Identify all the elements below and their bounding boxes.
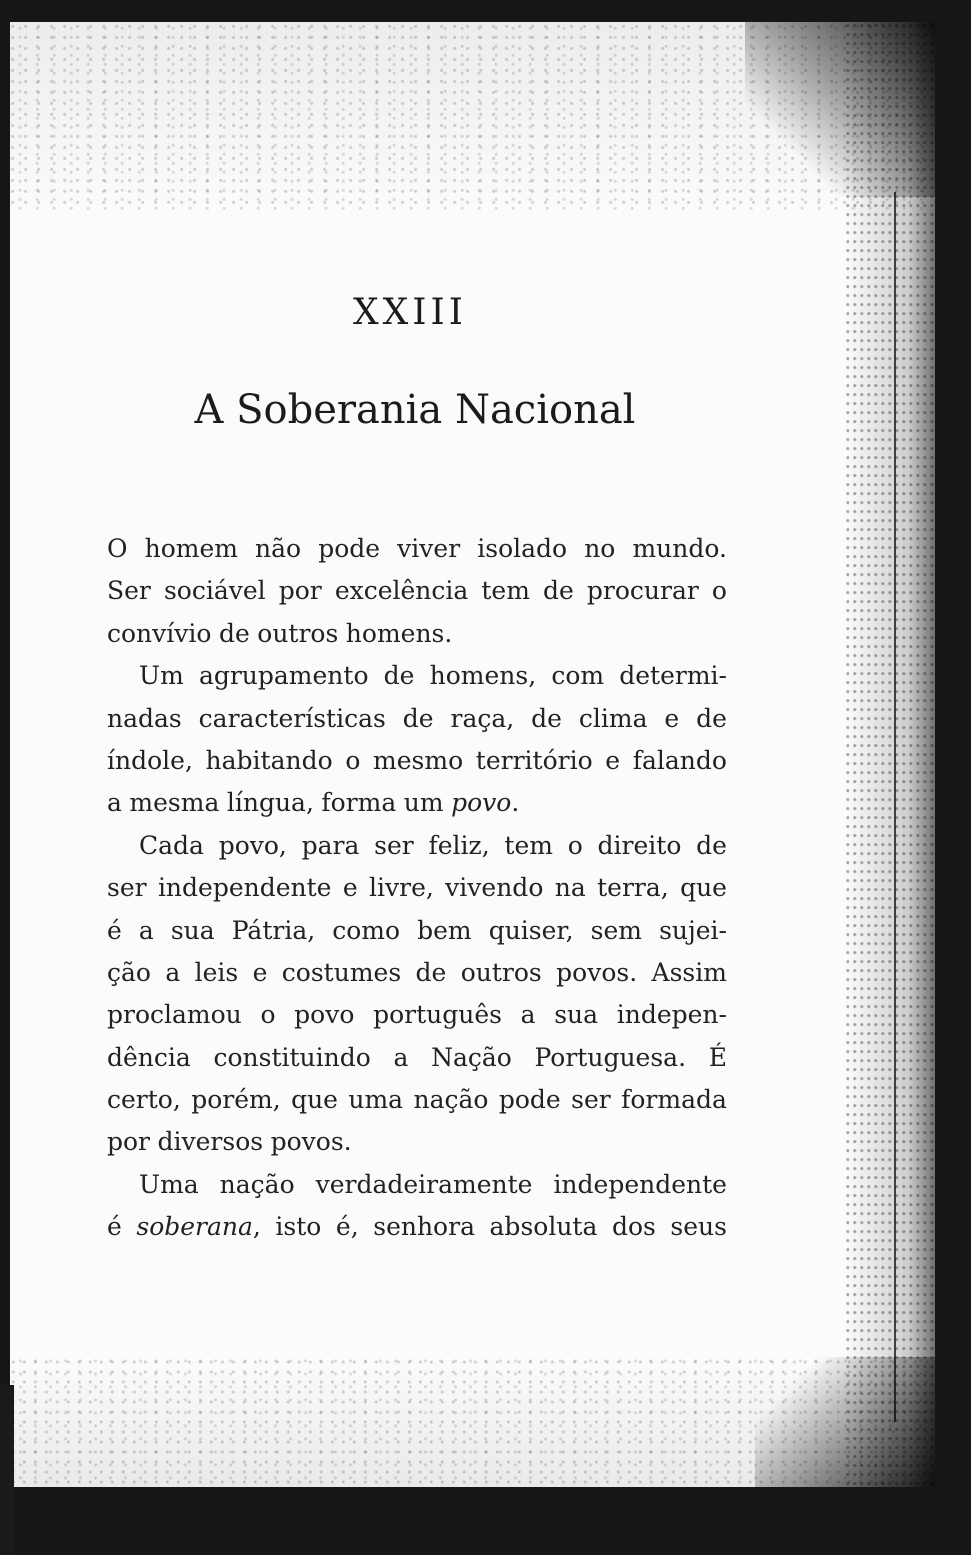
word: como (332, 915, 401, 945)
word-group (712, 570, 727, 612)
word-group (206, 740, 333, 782)
word: por (107, 1127, 151, 1157)
word: a (138, 915, 154, 945)
word-group (696, 698, 727, 740)
word-group (659, 910, 727, 952)
text-line (107, 910, 727, 952)
word: porém, (191, 1085, 281, 1115)
word: . (511, 788, 520, 818)
word: Uma (139, 1169, 199, 1199)
word-group (107, 952, 151, 994)
word-group (107, 994, 242, 1036)
word-group (332, 910, 400, 952)
word: índole, (107, 745, 193, 775)
word: pode (318, 534, 381, 563)
word-group (612, 1206, 656, 1248)
word-group (373, 994, 502, 1036)
word-group (619, 655, 727, 697)
word-group (107, 1206, 122, 1248)
book-page (10, 22, 935, 1487)
word: leis (194, 957, 239, 987)
word: Portuguesa. (534, 1042, 687, 1072)
word: no (584, 534, 616, 563)
word-group (107, 613, 211, 655)
word: soberana (136, 1212, 253, 1242)
word: povo (451, 788, 512, 818)
word-group (477, 528, 567, 570)
scan-shadow-bottom-right (755, 1357, 935, 1487)
word-group (227, 782, 314, 824)
word-group (393, 1037, 408, 1079)
word-group (282, 952, 401, 994)
word-group (499, 1079, 561, 1121)
word-group (346, 613, 453, 655)
word-group (621, 1079, 727, 1121)
word: é, (335, 1212, 359, 1242)
word: nadas (107, 703, 182, 733)
word: o (711, 576, 727, 606)
word: o (567, 830, 583, 860)
word-group (591, 910, 642, 952)
word-group (504, 825, 553, 867)
word-group (521, 994, 536, 1036)
word-group (199, 655, 369, 697)
word: e (664, 703, 680, 733)
word-group (107, 782, 122, 824)
word-group (220, 1164, 295, 1206)
word: indepen- (616, 1000, 727, 1030)
word: ser (107, 873, 147, 903)
word-group (318, 528, 380, 570)
word-group (553, 1164, 727, 1206)
word: para (301, 830, 360, 860)
text-line (107, 613, 727, 655)
word-group (107, 910, 122, 952)
text-line (107, 698, 727, 740)
word-group (489, 910, 574, 952)
word-group (294, 994, 354, 1036)
word: sua (170, 915, 215, 945)
word: ser (374, 830, 414, 860)
word: verdadeiramente (315, 1169, 533, 1199)
word-group (664, 698, 679, 740)
text-line (107, 1121, 727, 1163)
word: o (345, 745, 361, 775)
word: sociável (163, 576, 266, 606)
word-group (139, 825, 204, 867)
word-group (680, 867, 727, 909)
word-group (373, 1206, 475, 1248)
word-group (158, 867, 332, 909)
word-group (551, 655, 604, 697)
word: procurar (586, 576, 699, 606)
word: senhora (373, 1212, 475, 1242)
word: Cada (139, 830, 204, 860)
word: homens. (345, 618, 453, 648)
word: povos. (270, 1127, 352, 1157)
word-group (597, 867, 669, 909)
word-group (253, 952, 268, 994)
word-group (431, 1037, 512, 1079)
word-group (403, 698, 434, 740)
word: território (475, 745, 593, 775)
word: isolado (477, 534, 568, 563)
word: livre, (369, 873, 434, 903)
word-group (476, 740, 593, 782)
word: O (107, 534, 128, 563)
word: formada (621, 1085, 727, 1115)
text-line (107, 994, 727, 1036)
word-group (107, 570, 151, 612)
word: de (218, 618, 250, 648)
word-group (257, 613, 338, 655)
word-group (219, 613, 250, 655)
word-group (164, 570, 266, 612)
word-group (556, 952, 637, 994)
word-group (490, 1206, 598, 1248)
word: habitando (205, 745, 333, 775)
chapter-number: XXIII (353, 292, 467, 333)
word: Nação (431, 1042, 512, 1072)
word-group (571, 1079, 611, 1121)
word: Assim (651, 957, 727, 987)
word: isto (275, 1212, 322, 1242)
word: o (260, 1000, 276, 1030)
word: vivendo (445, 873, 544, 903)
word-group (369, 867, 434, 909)
word: tem (481, 576, 530, 606)
word-group (652, 952, 727, 994)
word: nação (413, 1085, 489, 1115)
word-group (345, 740, 360, 782)
text-line (107, 1037, 727, 1079)
text-line (107, 952, 727, 994)
word: absoluta (489, 1212, 598, 1242)
word-group (291, 1079, 338, 1121)
word: forma (321, 788, 397, 818)
word-group (107, 740, 193, 782)
word-group (605, 740, 620, 782)
text-line (107, 1079, 727, 1121)
word: povo, (218, 830, 287, 860)
word-group (414, 1079, 489, 1121)
word-group (554, 994, 598, 1036)
word: de (531, 703, 562, 733)
word: falando (632, 745, 727, 775)
word: de (402, 703, 434, 733)
word-group (598, 825, 682, 867)
body-text (107, 528, 727, 1249)
word-group (145, 528, 238, 570)
word: língua, (226, 788, 314, 818)
word: é (107, 1212, 122, 1242)
word-group (670, 1206, 727, 1248)
word: sujei- (659, 915, 727, 945)
word-group (445, 867, 543, 909)
word: mundo. (632, 534, 727, 563)
word-group (107, 1037, 191, 1079)
word: com (551, 661, 605, 691)
word-group (107, 528, 128, 570)
word: de (543, 576, 574, 606)
word: homens, (429, 661, 537, 691)
word-group (555, 867, 586, 909)
word: costumes (281, 957, 402, 987)
word-group (336, 1206, 359, 1248)
word: tem (504, 830, 553, 860)
word: e (605, 745, 621, 775)
word: a (165, 957, 181, 987)
word: agrupamento (198, 661, 369, 691)
word-group (139, 1164, 199, 1206)
word: sem (590, 915, 642, 945)
word-group (404, 782, 444, 824)
word-group (531, 698, 562, 740)
word: e (342, 873, 358, 903)
word-group (136, 1206, 261, 1248)
text-line (107, 867, 727, 909)
word-group (158, 1121, 264, 1163)
word: outros (460, 957, 542, 987)
word: nação (219, 1169, 295, 1199)
word: mesma (129, 788, 220, 818)
word: , (252, 1212, 261, 1242)
word: quiser, (488, 915, 574, 945)
word: clima (578, 703, 648, 733)
word-group (428, 825, 489, 867)
word-group (232, 910, 315, 952)
word-group (139, 910, 154, 952)
word-group (271, 1121, 352, 1163)
word: de (696, 830, 727, 860)
word-group (534, 1037, 686, 1079)
word: Pátria, (231, 915, 316, 945)
word: sua (554, 1000, 599, 1030)
word: na (554, 873, 586, 903)
word: que (680, 873, 727, 903)
word: por (278, 576, 322, 606)
text-line (107, 655, 727, 697)
word-group (632, 528, 726, 570)
word-group (584, 528, 615, 570)
word-group (139, 655, 184, 697)
word-group (568, 825, 583, 867)
word-group (302, 825, 360, 867)
word: pode (498, 1085, 561, 1115)
word: características (198, 703, 386, 733)
word: mesmo (373, 745, 464, 775)
word: de (696, 703, 727, 733)
word-group (321, 782, 396, 824)
word-group (107, 1121, 150, 1163)
word: viver (397, 534, 461, 563)
word: certo, (107, 1085, 181, 1115)
word-group (107, 867, 147, 909)
text-line (107, 528, 727, 570)
word: não (255, 534, 302, 563)
word: feliz, (428, 830, 490, 860)
word-group (374, 825, 414, 867)
word: proclamou (107, 1000, 242, 1030)
word-group (543, 570, 574, 612)
word: de (383, 661, 415, 691)
word: raça, (450, 703, 515, 733)
word-group (335, 570, 468, 612)
word-group (348, 1079, 403, 1121)
word-group (481, 570, 530, 612)
word: dência (107, 1042, 191, 1072)
word: a (393, 1042, 409, 1072)
word-group (219, 825, 287, 867)
word: povos. (556, 957, 638, 987)
word-group (709, 1037, 727, 1079)
word-group (260, 994, 275, 1036)
word: a (520, 1000, 536, 1030)
word: outros (257, 618, 339, 648)
word: É (708, 1042, 727, 1072)
word: independente (553, 1169, 727, 1199)
text-line (107, 570, 727, 612)
word-group (696, 825, 727, 867)
word: seus (670, 1212, 727, 1242)
text-line (107, 825, 727, 867)
word-group (171, 910, 215, 952)
scan-noise-right-edge (845, 22, 935, 1487)
word-group (384, 655, 415, 697)
word-group (279, 570, 322, 612)
word-group (165, 952, 180, 994)
word: dos (611, 1212, 656, 1242)
word-group (633, 740, 727, 782)
chapter-title: A Soberania Nacional (194, 387, 636, 433)
word-group (416, 952, 447, 994)
word-group (430, 655, 537, 697)
word: uma (348, 1085, 404, 1115)
word: ser (571, 1085, 611, 1115)
word-group (461, 952, 542, 994)
word-group (451, 698, 515, 740)
word: independente (157, 873, 332, 903)
word-group (213, 1037, 370, 1079)
word: direito (597, 830, 682, 860)
word-group (343, 867, 358, 909)
word: ção (107, 957, 151, 987)
word-group (107, 698, 182, 740)
word-group (199, 698, 386, 740)
text-line (107, 782, 727, 824)
word-group (451, 782, 519, 824)
word: Ser (107, 576, 151, 606)
word: convívio (107, 618, 212, 648)
text-line (107, 1206, 727, 1248)
page-fold-line (894, 192, 896, 1422)
word: diversos (157, 1127, 264, 1157)
word: e (252, 957, 268, 987)
word: Um (139, 661, 184, 691)
word-group (373, 740, 463, 782)
word-group (129, 782, 219, 824)
word: português (373, 1000, 502, 1030)
word-group (617, 994, 727, 1036)
word: terra, (597, 873, 669, 903)
word: povo (294, 1000, 355, 1030)
word-group (316, 1164, 533, 1206)
word: é (107, 915, 122, 945)
text-line (107, 740, 727, 782)
word: homem (144, 534, 238, 563)
word-group (275, 1206, 321, 1248)
word-group (579, 698, 648, 740)
word: excelência (334, 576, 469, 606)
word-group (397, 528, 460, 570)
word: bem (417, 915, 472, 945)
scan-noise-top (10, 22, 935, 212)
scan-noise-bottom (10, 1357, 935, 1487)
word-group (191, 1079, 280, 1121)
word-group (255, 528, 301, 570)
word: determi- (619, 661, 727, 691)
word: que (291, 1085, 338, 1115)
word: de (415, 957, 447, 987)
scan-shadow-top-right (745, 22, 935, 197)
word: constituindo (213, 1042, 371, 1072)
word-group (587, 570, 699, 612)
word-group (107, 1079, 181, 1121)
text-line (107, 1164, 727, 1206)
word-group (417, 910, 472, 952)
word: a (107, 788, 122, 818)
word: um (403, 788, 444, 818)
word-group (195, 952, 239, 994)
